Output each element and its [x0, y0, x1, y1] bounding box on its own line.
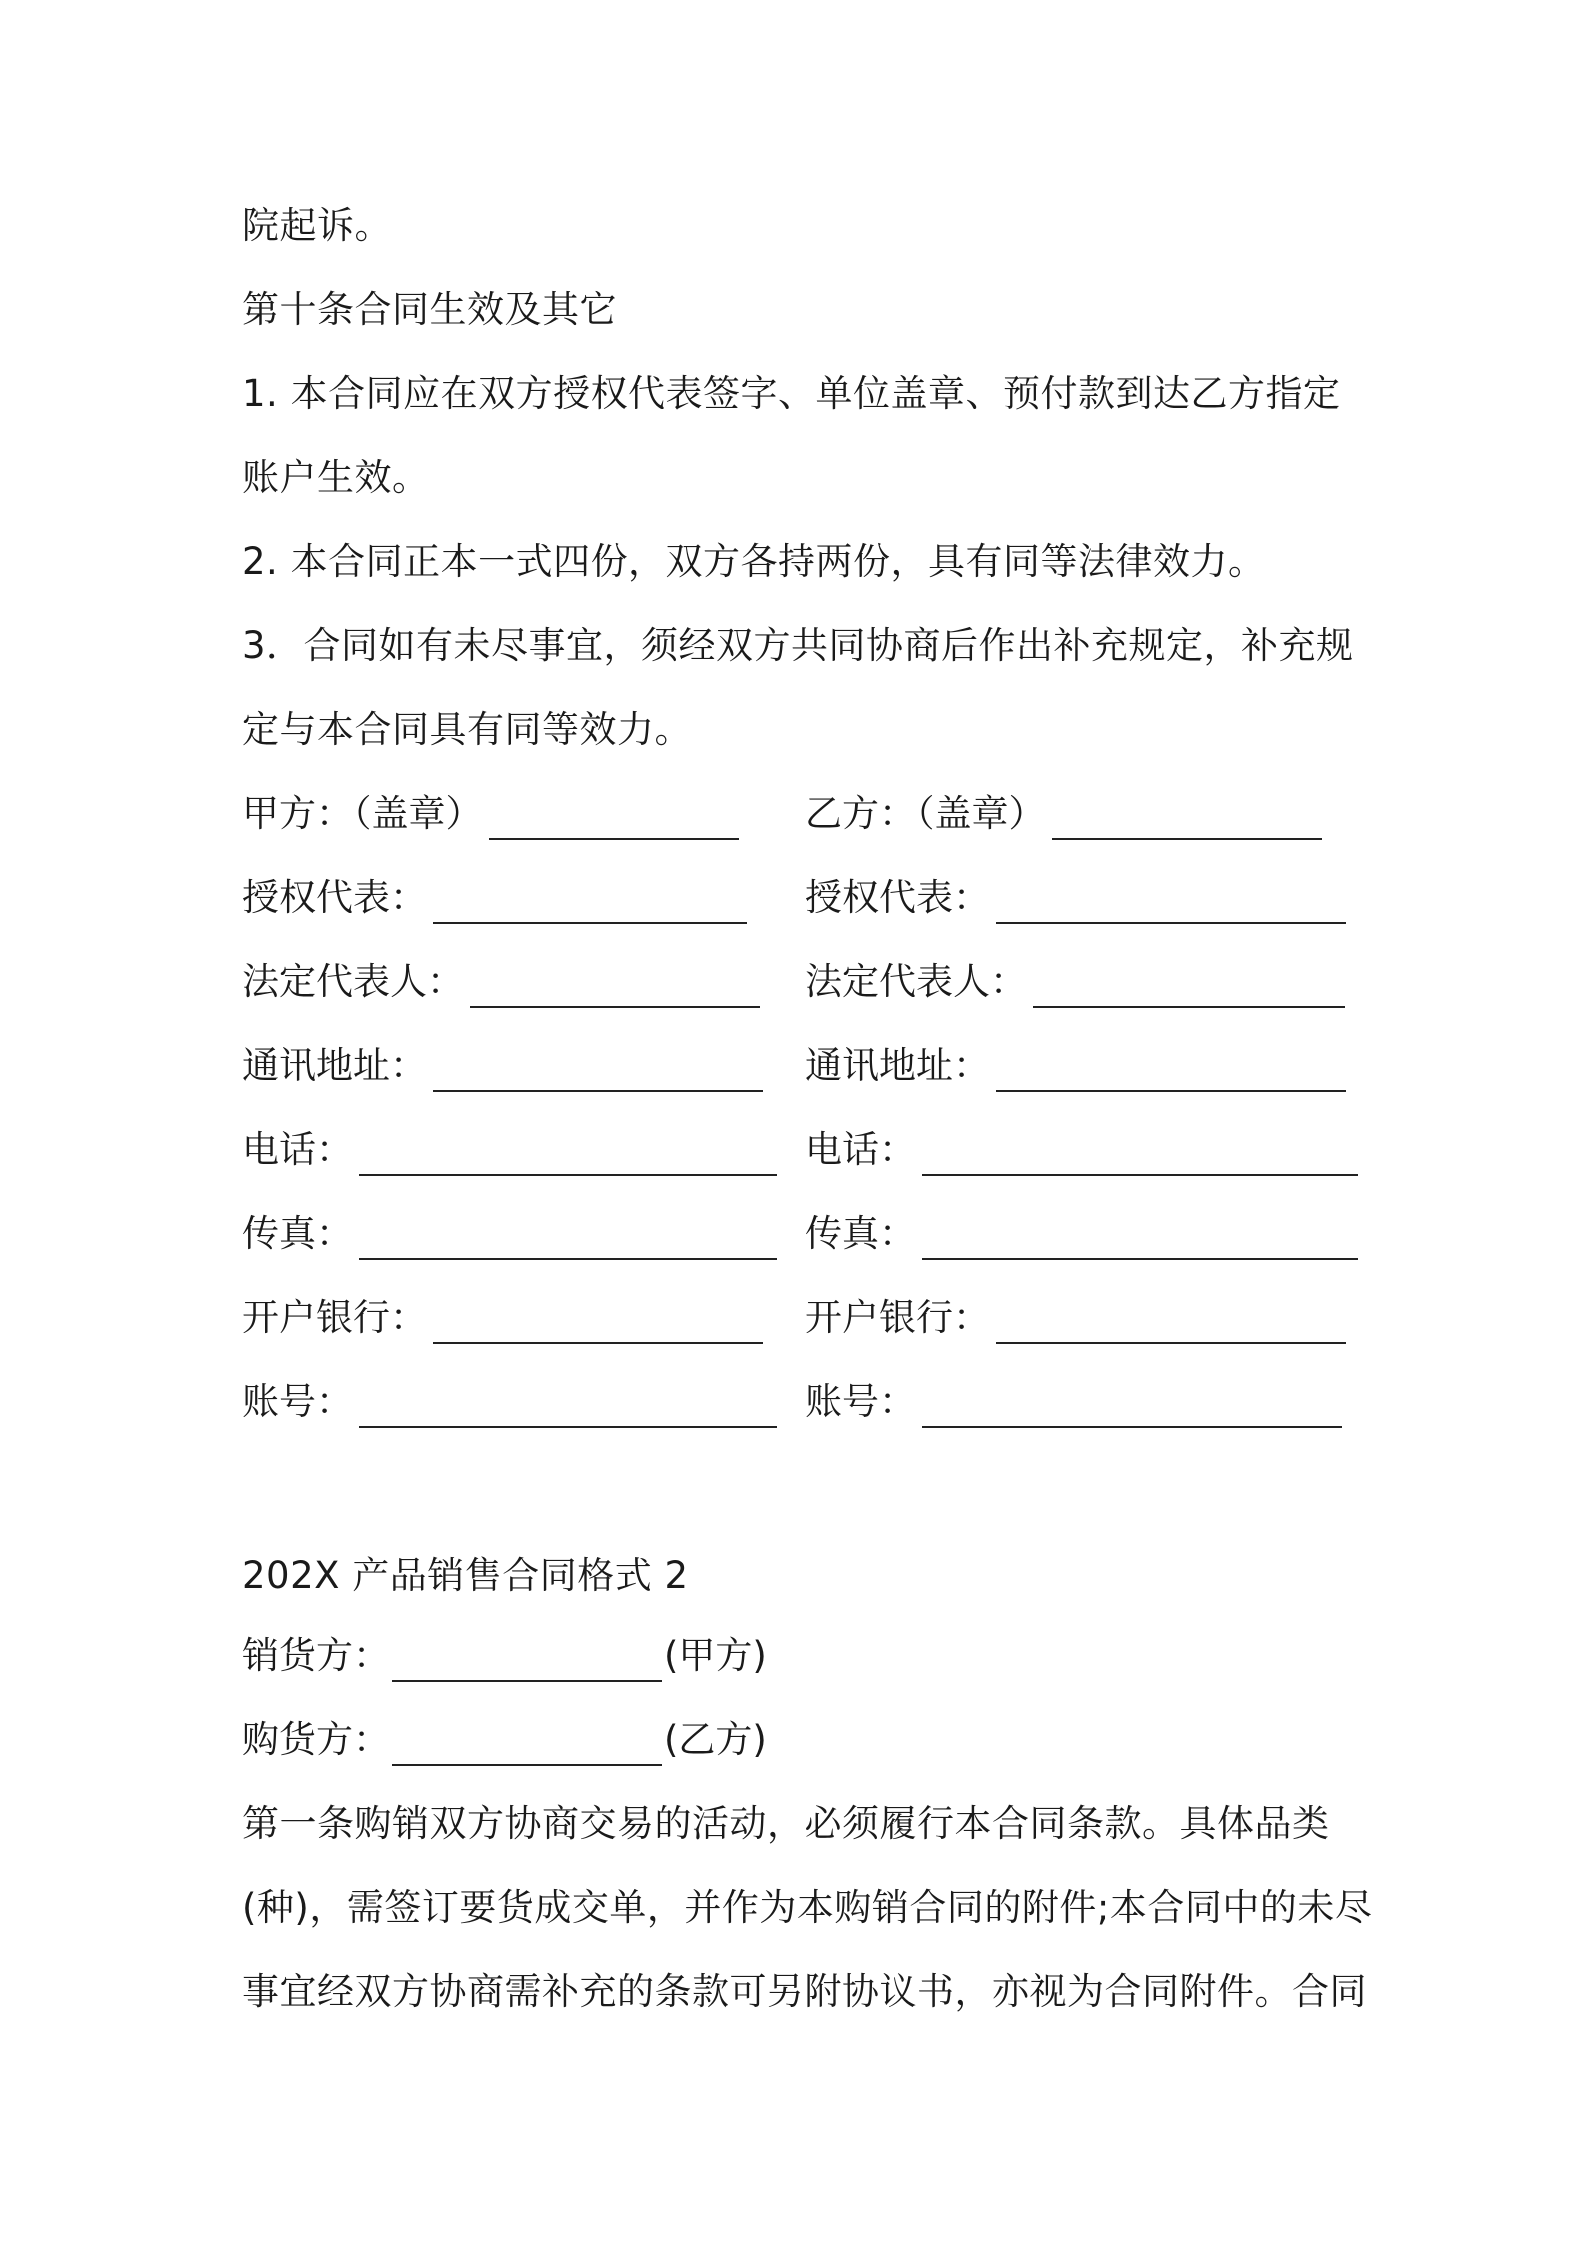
article-heading: 第十条合同生效及其它: [242, 288, 617, 331]
field-label: 通讯地址：: [242, 1044, 427, 1087]
party-suffix: (乙方): [664, 1718, 767, 1761]
field-label: 通讯地址：: [805, 1044, 990, 1087]
blank-line: [433, 1050, 763, 1092]
party-a-seal-field: [242, 788, 739, 840]
section-title: 202X 产品销售合同格式 2: [242, 1554, 689, 1597]
field-label: 法定代表人：: [242, 960, 464, 1003]
blank-line: [1052, 798, 1322, 840]
party-a-address-field: [242, 1040, 763, 1092]
blank-line: [922, 1134, 1358, 1176]
party-b-bank-field: [805, 1292, 1346, 1344]
party-suffix: (甲方): [664, 1634, 767, 1677]
party-b-legal-rep-field: [805, 956, 1345, 1008]
field-label: 电话：: [805, 1128, 916, 1171]
blank-line: [922, 1218, 1358, 1260]
buyer-field: [242, 1714, 767, 1766]
party-a-phone-field: [242, 1124, 777, 1176]
field-label: 甲方：（盖章）: [242, 792, 483, 835]
field-label: 购货方：: [242, 1718, 390, 1761]
field-label: 账号：: [242, 1380, 353, 1423]
field-label: 授权代表：: [242, 876, 427, 919]
field-label: 开户银行：: [242, 1296, 427, 1339]
blank-line: [392, 1640, 662, 1682]
paragraph-line: 账户生效。: [242, 456, 430, 499]
field-label: 账号：: [805, 1380, 916, 1423]
field-label: 法定代表人：: [805, 960, 1027, 1003]
field-label: 电话：: [242, 1128, 353, 1171]
party-b-seal-field: [805, 788, 1322, 840]
party-a-account-field: [242, 1376, 777, 1428]
paragraph-line: 院起诉。: [242, 204, 392, 247]
party-a-legal-rep-field: [242, 956, 760, 1008]
field-label: 销货方：: [242, 1634, 390, 1677]
blank-line: [489, 798, 739, 840]
blank-line: [359, 1386, 777, 1428]
blank-line: [1033, 966, 1345, 1008]
paragraph-line: 1. 本合同应在双方授权代表签字、单位盖章、预付款到达乙方指定: [242, 372, 1341, 415]
field-label: 传真：: [805, 1212, 916, 1255]
blank-line: [359, 1218, 777, 1260]
blank-line: [996, 882, 1346, 924]
paragraph-line: 2. 本合同正本一式四份，双方各持两份，具有同等法律效力。: [242, 540, 1266, 583]
party-b-authorized-rep-field: [805, 872, 1346, 924]
party-b-account-field: [805, 1376, 1342, 1428]
party-a-bank-field: [242, 1292, 763, 1344]
field-label: 乙方：（盖章）: [805, 792, 1046, 835]
field-label: 传真：: [242, 1212, 353, 1255]
party-a-fax-field: [242, 1208, 777, 1260]
blank-line: [996, 1302, 1346, 1344]
blank-line: [433, 1302, 763, 1344]
blank-line: [392, 1724, 662, 1766]
field-label: 授权代表：: [805, 876, 990, 919]
party-b-phone-field: [805, 1124, 1358, 1176]
party-b-address-field: [805, 1040, 1346, 1092]
paragraph-line: 第一条购销双方协商交易的活动，必须履行本合同条款。具体品类: [242, 1802, 1330, 1845]
blank-line: [433, 882, 747, 924]
paragraph-line: 事宜经双方协商需补充的条款可另附协议书，亦视为合同附件。合同: [242, 1970, 1367, 2013]
blank-line: [996, 1050, 1346, 1092]
paragraph-line: (种)，需签订要货成交单，并作为本购销合同的附件;本合同中的未尽: [242, 1886, 1373, 1929]
party-b-fax-field: [805, 1208, 1358, 1260]
blank-line: [470, 966, 760, 1008]
seller-field: [242, 1630, 767, 1682]
paragraph-line: 3．合同如有未尽事宜，须经双方共同协商后作出补充规定，补充规: [242, 624, 1354, 667]
paragraph-line: 定与本合同具有同等效力。: [242, 708, 692, 751]
party-a-authorized-rep-field: [242, 872, 747, 924]
blank-line: [359, 1134, 777, 1176]
blank-line: [922, 1386, 1342, 1428]
field-label: 开户银行：: [805, 1296, 990, 1339]
